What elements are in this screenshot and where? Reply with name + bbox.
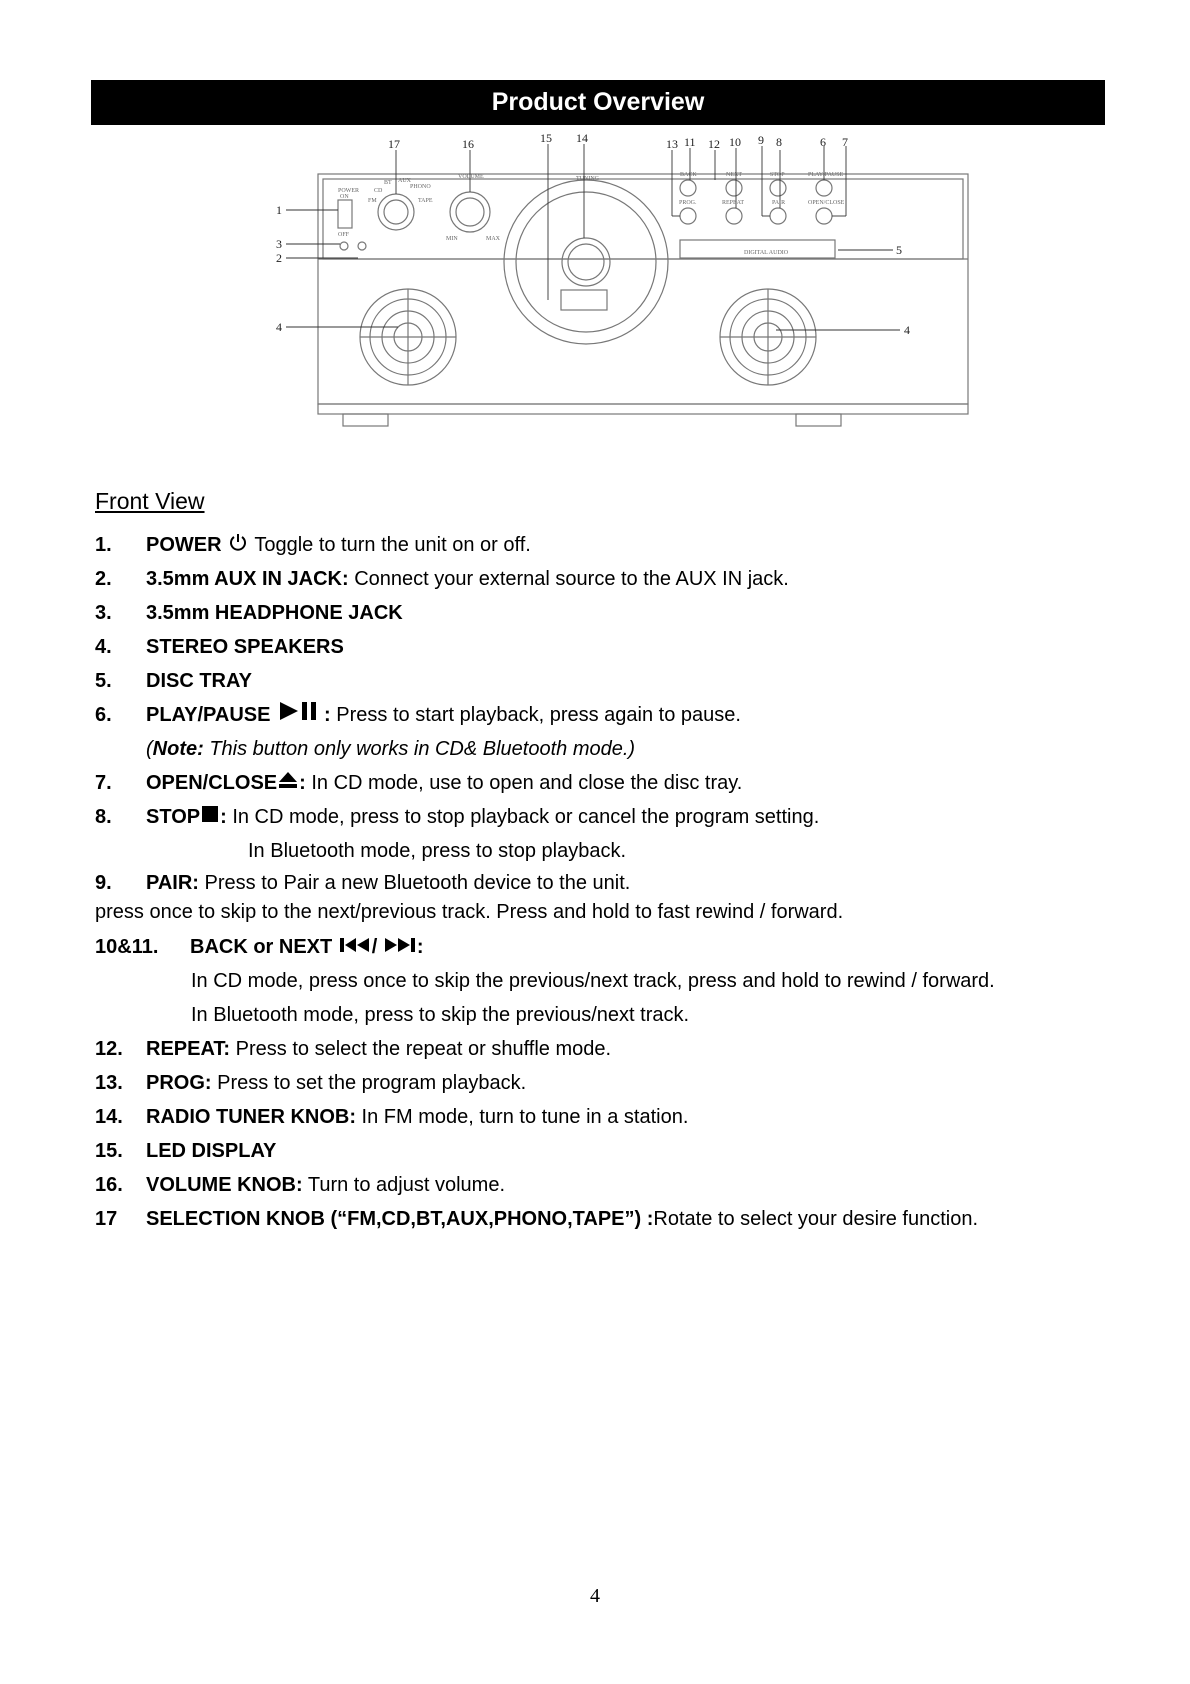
item-label: PROG: [146,1072,212,1094]
item-label: DISC TRAY [146,670,252,692]
item-number: 2. [95,568,112,590]
tuning-label: TUNING [576,176,599,182]
list-item [95,664,1155,698]
item-number: 10&11. [95,936,159,958]
power-icon [227,529,249,563]
headphone-jack [340,242,348,250]
note-text: This button only works in CD& Bluetooth mode.) [203,738,636,760]
item-label: LED DISPLAY [146,1140,277,1162]
section-title: Front View [95,488,205,514]
max-label: MAX [486,236,501,242]
play-pause-label: PLAY/PAUSE [808,172,844,178]
on-label: ON [340,194,349,200]
callout-13: 13 [666,137,678,151]
list-item [95,630,1155,664]
callout-8: 8 [776,135,782,149]
item-label: SELECTION KNOB (“FM,CD,BT,AUX,PHONO,TAPE”) : [146,1208,654,1230]
callout-16: 16 [462,137,474,151]
power-label: POWER [338,188,359,194]
item-text: Press to select the repeat or shuffle mode. [230,1038,612,1060]
list-item: 8. STOP : In CD mode, press to stop playback or cancel the program setting. [95,800,1155,834]
item-text: Press to start playback, press again to pause. [330,704,741,726]
item-text: Rotate to select your desire function. [653,1208,979,1230]
off-label: OFF [338,232,350,238]
item-number: 7. [95,772,112,794]
back-icon [338,931,372,965]
aux-in-jack [358,242,366,250]
selection-knob [378,194,414,230]
item-number: 13. [95,1072,123,1094]
list-item-continuation: In CD mode, press once to skip the previous/next track, press and hold to rewind / forward. [191,970,995,992]
play-pause-icon [276,699,324,733]
list-item-continuation: In Bluetooth mode, press to skip the previous/next track. [191,1004,690,1026]
callout-14: 14 [576,132,588,145]
right-speaker [720,289,816,385]
fm-label: FM [368,198,377,204]
list-item-continuation: press once to skip to the next/previous track. Press and hold to fast rewind / forward. [95,901,844,923]
item-number: 14. [95,1106,123,1128]
list-item [95,562,1155,596]
item-number: 16. [95,1174,123,1196]
pair-label: PAIR [772,200,786,206]
list-item [95,1100,1155,1134]
page-title-banner [91,80,1105,125]
list-item [95,528,1155,562]
list-item [95,1032,1155,1066]
item-label: 3.5mm HEADPHONE JACK [146,602,403,624]
callout-9: 9 [758,133,764,147]
item-label: VOLUME KNOB: [146,1174,303,1196]
stop-label: STOP [770,172,785,178]
item-label: STEREO SPEAKERS [146,636,344,658]
item-text: Press to Pair a new Bluetooth device to the unit. [198,872,631,894]
callout-10: 10 [729,135,741,149]
eject-icon [277,767,299,801]
callout-2: 2 [276,251,282,265]
open-close-label: OPEN/CLOSE [808,200,845,206]
callout-5: 5 [896,243,902,257]
item-label: RADIO TUNER KNOB: [146,1106,356,1128]
feature-list [95,528,1155,1236]
disc-logo: DIGITAL AUDIO [744,250,789,256]
callout-17: 17 [388,137,400,151]
left-speaker [360,289,456,385]
led-display-window [561,290,607,310]
callout-15: 15 [540,132,552,145]
item-text: In CD mode, press to stop playback or cancel the program setting. [226,806,820,828]
item-text: Toggle to turn the unit on or off. [254,534,531,556]
tuning-dial [504,180,668,344]
cd-label: CD [374,188,383,194]
phono-label: PHONO [410,184,431,190]
list-item [95,1168,1155,1202]
item-label: PLAY/PAUSE [146,704,271,726]
page-number: 4 [590,1585,600,1607]
callout-1: 1 [276,203,282,217]
item-label: REPEAT: [146,1038,231,1060]
item-number: 15. [95,1140,123,1162]
power-switch [338,200,352,228]
list-item: 10&11. BACK or NEXT / : [95,930,1155,964]
list-item: 7. OPEN/CLOSE : In CD mode, use to open and close the disc tray. [95,766,1155,800]
note-label: Note: [152,738,204,760]
list-item-continuation: In Bluetooth mode, press to stop playback. [248,840,626,862]
callout-7: 7 [842,135,848,149]
back-label: BACK [680,172,697,178]
callout-3: 3 [276,237,282,251]
item-text: Press to set the program playback. [211,1072,527,1094]
item-label: BACK or NEXT [190,936,333,958]
item-text: Turn to adjust volume. [302,1174,505,1196]
callout-11: 11 [684,135,696,149]
item-number: 9. [95,872,112,894]
page-title: Product Overview [491,88,705,116]
stop-icon [200,801,220,835]
aux-label: AUX [398,178,411,184]
list-item [95,1066,1155,1100]
next-label: NEXT [726,172,742,178]
item-number: 8. [95,806,112,828]
item-label: 3.5mm AUX IN JACK: [146,568,349,590]
callout-6: 6 [820,135,826,149]
list-item: 6. PLAY/PAUSE : Press to start playback, press again to pause. [95,698,1155,732]
item-text: In FM mode, turn to tune in a station. [356,1106,689,1128]
list-item-note: (Note: This button only works in CD& Bluetooth mode.) [146,738,636,760]
item-label: OPEN/CLOSE [146,772,278,794]
item-label: POWER [146,534,222,556]
min-label: MIN [446,236,458,242]
callout-4-right: 4 [904,323,910,337]
next-icon [383,931,417,965]
tape-label: TAPE [418,198,433,204]
callout-12: 12 [708,137,720,151]
front-view-diagram [248,132,1020,502]
item-text: Connect your external source to the AUX IN jack. [348,568,789,590]
item-number: 17 [95,1208,118,1230]
list-item [95,1134,1155,1168]
item-label: STOP [146,806,201,828]
item-number: 3. [95,602,112,624]
item-number: 12. [95,1038,123,1060]
list-item [95,1202,1155,1236]
item-number: 4. [95,636,112,658]
list-item [95,596,1155,630]
volume-label: VOLUME [458,174,484,180]
prog-label: PROG. [679,200,697,206]
item-text: In CD mode, use to open and close the disc tray. [305,772,743,794]
item-number: 1. [95,534,112,556]
callout-4-left: 4 [276,320,282,334]
item-number: 6. [95,704,112,726]
item-number: 5. [95,670,112,692]
repeat-label: REPEAT [722,200,745,206]
item-label: PAIR: [146,872,199,894]
front-panel-drawing [248,132,1020,502]
bt-label: BT [384,180,392,186]
volume-knob [450,192,490,232]
list-item [95,868,1155,898]
